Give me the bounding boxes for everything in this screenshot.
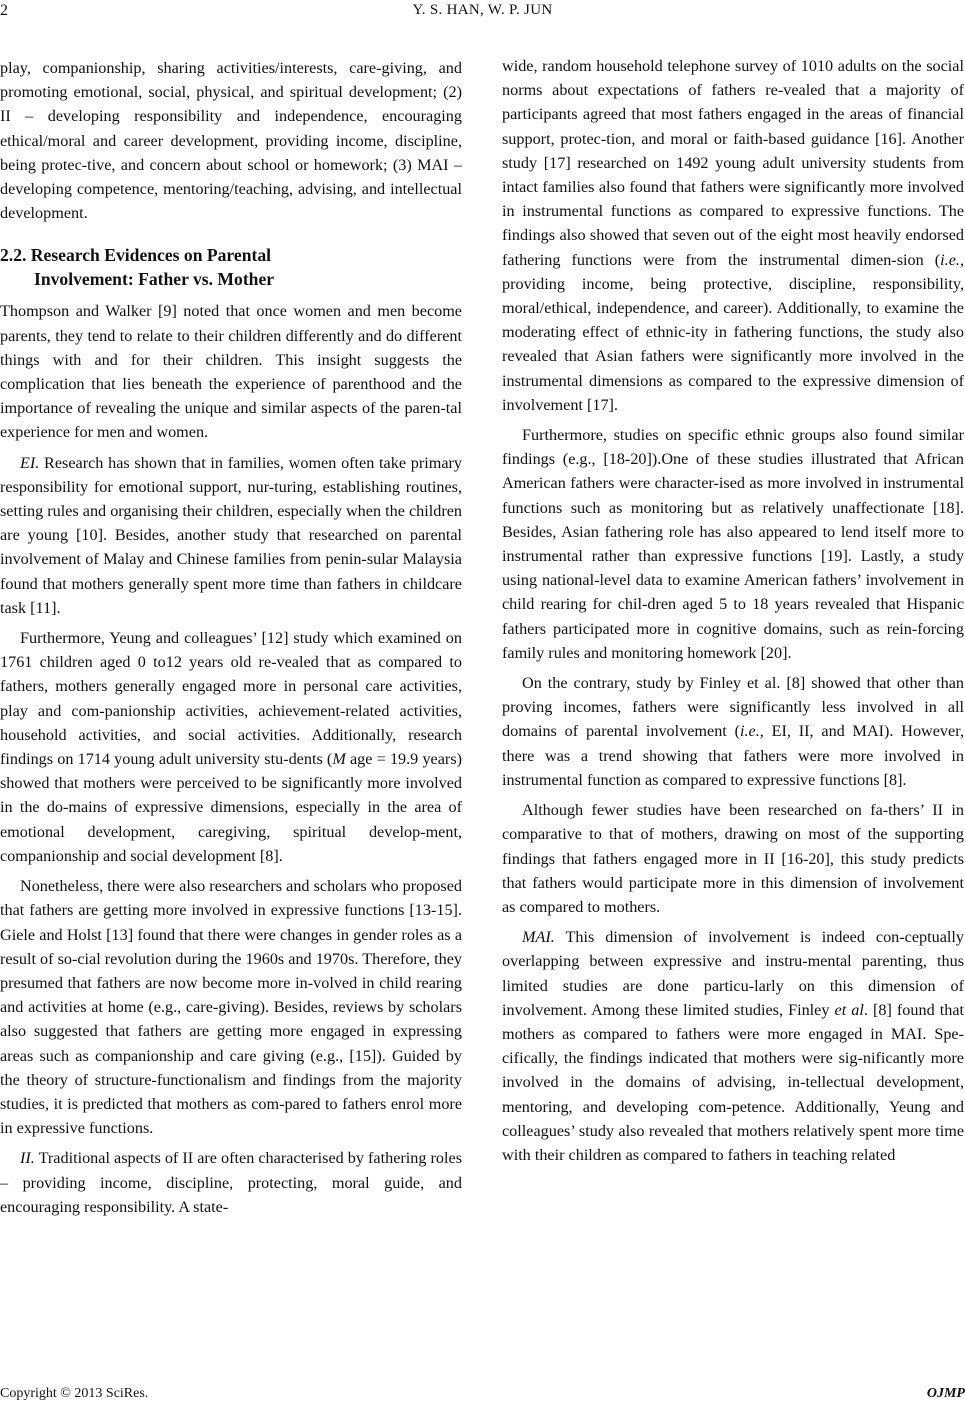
journal-name: OJMP [926,1386,965,1401]
paragraph [502,671,964,792]
section-heading-line1: 2.2. Research Evidences on Parental [0,245,272,266]
italic-term: i.e. [940,250,960,269]
paragraph-lead: EI. [20,453,40,472]
italic-term: et al [834,1000,864,1019]
paragraph [502,925,964,1167]
paragraph-text: Research has shown that in families, women often take primary responsibility for emotional support, nur-turing, establishing routines, setting rules and organising their children, especially when the children are young [10]. Besides, another study that researched on parental involvement of Malay and Chinese families from penin-sular Malaysia found that mothers generally spent more time than fathers in childcare task [11]. [0,453,462,617]
paragraph: Furthermore, studies on specific ethnic groups also found similar findings (e.g., [18-20]).One of these studies illustrated that African American fathers were character-ised as more involved in instrumental functions such as monitoring but as relatively unaffectionate [18]. Besides, Asian fathering role has also appeared to lend itself more to instrumental rather than expressive functions [19]. Lastly, a study using national-level data to examine American fathers’ involvement in child rearing for chil-dren aged 5 to 18 years revealed that Hispanic fathers participated more in cognitive domains, such as rein-forcing family rules and monitoring homework [20]. [502,426,964,662]
paragraph-text: On the contrary, study by Finley et al. [8] showed that other than proving incomes, fathers were significantly less involved in all domains of parental involvement ( [502,674,964,741]
page-number: 2 [0,2,8,19]
paragraph [0,1146,462,1219]
paragraph-text: age = 19.9 years) showed that mothers were perceived to be significantly more involved in the do-mains of expressive dimensions, especially in the area of emotional development, caregiving, spiritual develop-ment, companionship and social development [8]. [0,750,463,865]
paragraph [502,54,964,417]
paragraph [0,451,462,620]
paragraph-text: . [8] found that mothers as compared to fathers were more engaged in MAI. Spe-cifically, the findings indicated that mothers were sig-nificantly more involved in the domains of advising, in-tellectual development, mentoring, and developing com-petence. Additionally, Yeung and colleagues’ study also revealed that mothers relatively spent more time with their children as compared to fathers in teaching related [502,1000,965,1164]
paragraph-text: Furthermore, Yeung and colleagues’ [12] study which examined on 1761 children aged 0 to12 years old re-vealed that as compared to fathers, mothers generally engaged more in personal care activities, play and com-panionship activities, achievement-related activities, household activities, and social activities. Additionally, research findings on 1714 young adult university stu-dents ( [0,629,462,769]
paragraph-text: , EI, II, and MAI). However, there was a trend showing that fathers were more involved in instrumental function as compared to expressive functions [8]. [502,722,965,789]
section-heading-line2: Involvement: Father vs. Mother [34,269,275,290]
paragraph: Although fewer studies have been researched on fa-thers’ II in comparative to that of mothers, drawing on most of the supporting findings that fathers engaged more in II [16-20], this study predicts that fathers would participate more in this dimension of involvement as compared to mothers. [502,801,964,916]
paragraph: Nonetheless, there were also researchers and scholars who proposed that fathers are getting more involved in expressive functions [13-15]. Giele and Holst [13] found that there were changes in gender roles as a result of so-cial revolution during the 1960s and 1970s. Therefore, they presumed that fathers are now become more in-volved in child rearing and activities at home (e.g., care-giving). Besides, reviews by scholars also suggested that fathers are getting more engaged in expressing areas such as companionship and care giving (e.g., [15]). Guided by the theory of structure-functionalism and findings from the majority studies, it is predicted that mothers as com-pared to fathers enrol more in expressive functions. [0,877,462,1138]
paragraph: play, companionship, sharing activities/interests, care-giving, and promoting emotional, social, physical, and spiritual development; (2) II – developing responsibility and independence, encouraging ethical/moral and career development, providing income, discipline, being protec-tive, and concern about school or homework; (3) MAI – developing competence, mentoring/teaching, advising, and intellectual development. [0,59,462,223]
paragraph: Thompson and Walker [9] noted that once women and men become parents, they tend to relate to their children differently and do different things with and for their children. This insight suggests the complication that lies beneath the experience of parenthood and the importance of revealing the unique and similar aspects of the paren-tal experience for men and women. [0,302,462,442]
paragraph-text: This dimension of involvement is indeed con-ceptually overlapping between expressive and instru-mental parenting, thus limited studies are done particu-larly on this dimension of involvement. Among these limited studies, Finley [502,928,964,1019]
italic-term: M [332,750,346,769]
paragraph-lead: II. [20,1149,35,1168]
paragraph-text: , providing income, being protective, discipline, responsibility, moral/ethical, independence, and career). Additionally, to examine the moderating effect of ethnic-ity in fathering functions, the study also revealed that Asian fathers were significantly more involved in the instrumental dimensions as compared to the expressive dimension of involvement [17]. [502,250,964,414]
paragraph-text: wide, random household telephone survey of 1010 adults on the social norms about expectations of fathers re-vealed that a majority of participants agreed that most fathers engaged in the areas of financial support, protec-tion, and moral or faith-based guidance [16]. Another study [17] researched on 1492 young adult university students from intact families also found that fathers were significantly more involved in instrumental functions as compared to expressive functions. The findings also showed that seven out of the eight most heavily endorsed fathering functions were from the instrumental dimen-sion ( [502,57,964,269]
paragraph-lead: MAI. [522,928,555,947]
paragraph-text: Traditional aspects of II are often characterised by fathering roles – providing income, discipline, protecting, moral guide, and encouraging responsibility. A state- [0,1149,462,1216]
right-column [502,54,964,1173]
paragraph [0,626,462,868]
italic-term: i.e. [740,722,760,741]
running-head: Y. S. HAN, W. P. JUN [412,2,553,18]
copyright: Copyright © 2013 SciRes. [0,1386,149,1401]
left-column [0,56,462,1225]
section-heading [0,243,462,291]
